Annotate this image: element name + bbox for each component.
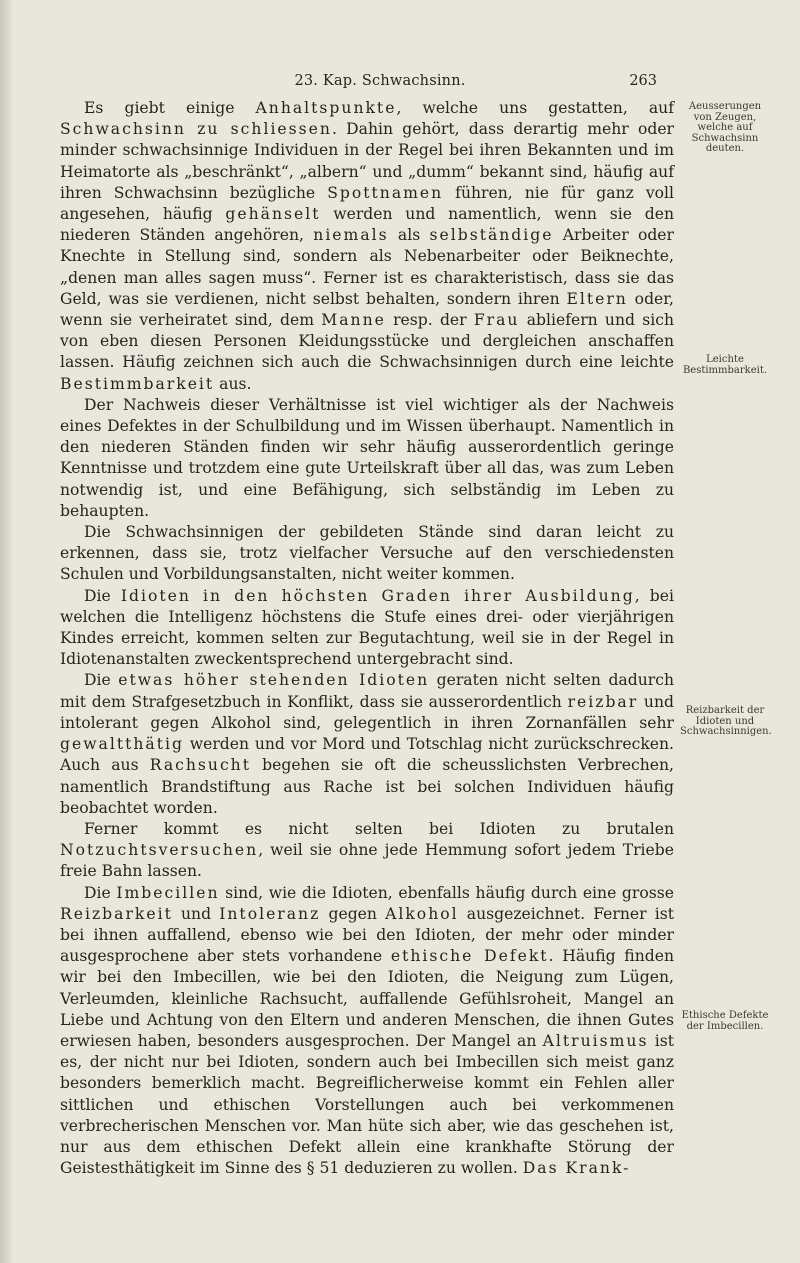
page-edge (0, 0, 14, 1263)
margin-note: Aeusserungen von Zeugen, welche auf Schwachsinn deuten. (688, 101, 762, 154)
spaced-text: Notzuchtsversuchen (60, 841, 259, 860)
spaced-text: Intoleranz (219, 904, 321, 923)
text-run: aus. (214, 374, 252, 393)
text-run: gegen (320, 904, 386, 923)
paragraph (60, 395, 674, 522)
margin-note: Reizbarkeit der Idioten und Schwachsinnigen. (680, 705, 772, 737)
spaced-text: Frau (473, 311, 520, 330)
text-run: und (172, 904, 220, 923)
text-run: Die (84, 671, 119, 690)
text-run: . Häufig finden wir bei den Imbecillen, wie bei den Idioten, die Neigung zum Lügen, Verleumden, kleinliche Rachsucht, auffallende Gefühlsroheit, Mangel an Liebe und Achtung von den Eltern und anderen Menschen, die ihnen Gutes erwiesen haben, besonders ausgesprochen. Der Mangel an (60, 947, 675, 1050)
margin-note: Leichte Bestimmbarkeit. (682, 354, 768, 376)
paragraph (60, 586, 674, 671)
text-run: Die (84, 883, 117, 902)
text-run: als (388, 226, 430, 245)
spaced-text: Manne (321, 311, 386, 330)
running-title: 23. Kap. Schwachsinn. (294, 73, 466, 89)
paragraph (60, 98, 674, 395)
spaced-text: Bestimmbarkeit (60, 374, 215, 393)
spaced-text: Spottnamen (327, 183, 444, 202)
text-run: ist es, der nicht nur bei Idioten, sondern auch bei Imbecillen sich meist ganz besonders bemerklich macht. Begreiflicherweise kommt ein Fehlen aller sittlichen und ethischen Vorstellungen auch bei verkommenen verbrecherischen Menschen vor. Man hüte sich aber, wie das geschehen ist, nur aus dem ethischen Defekt allein eine krankhafte Störung der Geistesthätigkeit im Sinne des § 51 deduzieren zu wollen. (60, 1031, 675, 1178)
text-run: , weil sie ohne jede Hemmung sofort jedem Triebe freie Bahn lassen. (60, 841, 674, 881)
text-run: und intolerant gegen Alkohol sind, gelegentlich in ihren Zornanfällen sehr (60, 692, 674, 732)
text-run: . Dahin gehört, dass derartig mehr oder minder schwachsinnige Individuen in der Regel bei ihren Bekannten und im Heimatorte als „beschränkt“, „albern“ und „dumm“ bekannt sind, häufig auf ihren Schwachsinn bezügliche (60, 120, 675, 202)
spaced-text: Eltern (566, 289, 628, 308)
paragraph (60, 670, 674, 818)
text-run: abliefern und sich von eben diesen Personen Kleidungsstücke und dergleichen anschaffen lassen. Häufig zeichnen sich auch die Schwachsinnigen durch eine leichte (60, 311, 674, 372)
text-run: werden und namentlich, wenn sie den niederen Ständen angehören, (60, 205, 675, 245)
page-number: 263 (629, 73, 657, 89)
paragraph (60, 883, 674, 1180)
spaced-text: gehänselt (225, 205, 321, 224)
spaced-text: ethische Defekt (390, 947, 549, 966)
spaced-text: Altruismus (542, 1031, 649, 1050)
spaced-text: Imbecillen (116, 883, 220, 902)
text-run: Es giebt einige (84, 99, 256, 117)
text-run: begehen sie oft die scheusslichsten Verbrechen, namentlich Brandstiftung aus Rache ist bei solchen Individuen häufig beobachtet worden. (60, 756, 674, 817)
spaced-text: Rachsucht (149, 756, 251, 775)
spaced-text: reizbar (567, 692, 639, 711)
spaced-text: Schwachsinn zu schliessen (60, 120, 332, 139)
spaced-text: gewaltthätig (60, 735, 184, 754)
text-run: geraten nicht selten dadurch mit dem Strafgesetzbuch in Konflikt, dass sie ausserordentlich (60, 671, 674, 711)
text-run: Arbeiter oder Knechte in Stellung sind, sondern als Nebenarbeiter oder Beiknechte, „denen man alles sagen muss“. Ferner ist es charakteristisch, dass sie das Geld, was sie verdienen, nicht selbst behalten, sondern ihren (60, 226, 674, 308)
text-run: resp. der (385, 311, 474, 330)
spaced-text: etwas höher stehenden Idioten (118, 671, 430, 690)
text-run: oder, wenn sie verheiratet sind, dem (60, 289, 674, 330)
paragraph (60, 819, 674, 883)
text-run: werden und vor Mord und Totschlag nicht zurückschrecken. Auch aus (60, 735, 674, 775)
text-run: Ferner kommt es nicht selten bei Idioten zu brutalen (84, 819, 674, 838)
text-run: , bei welchen die Intelligenz höchstens die Stufe eines drei- oder vierjährigen Kindes erreicht, kommen selten zur Begutachtung, weil sie in der Regel in Idiotenanstalten zweckentsprechend untergebracht sind. (60, 586, 674, 669)
spaced-text: Idioten in den höchsten Graden ihrer Ausbildung (120, 586, 635, 605)
text-run: , welche uns gestatten, auf (396, 99, 674, 117)
spaced-text: Anhaltspunkte (255, 99, 397, 117)
text-run: Der Nachweis dieser Verhältnisse ist viel wichtiger als der Nachweis eines Defektes in der Schulbildung und im Wissen überhaupt. Namentlich in den niederen Ständen finden wir sehr häufig ausserordentlich geringe Kenntnisse und trotzdem eine gute Urteilskraft über all das, was zum Leben notwendig ist, und eine Befähigung, sich selbständig im Leben zu behaupten. (60, 395, 674, 520)
spaced-text: selbständige (429, 226, 554, 245)
text-run: Die (84, 586, 121, 605)
text-run: führen, nie für ganz voll angesehen, häufig (60, 183, 675, 224)
spaced-text: Alkohol (385, 904, 459, 923)
text-run: sind, wie die Idioten, ebenfalls häufig durch eine grosse (219, 883, 674, 902)
margin-note: Ethische Defekte der Imbecillen. (681, 1010, 769, 1032)
spaced-text: Das Krank- (522, 1159, 631, 1178)
page-header (100, 73, 660, 93)
text-run: Die Schwachsinnigen der gebildeten Stände sind daran leicht zu erkennen, dass sie, trotz vielfacher Versuche auf den verschiedensten Schulen und Vorbildungsanstalten, nicht weiter kommen. (60, 523, 674, 584)
text-run: ausgezeichnet. Ferner ist bei ihnen auffallend, ebenso wie bei den Idioten, der mehr oder minder ausgesprochene aber stets vorhandene (60, 904, 674, 966)
paragraph (60, 522, 674, 586)
body-text (60, 98, 674, 1179)
spaced-text: niemals (313, 226, 389, 245)
spaced-text: Reizbarkeit (60, 904, 173, 923)
